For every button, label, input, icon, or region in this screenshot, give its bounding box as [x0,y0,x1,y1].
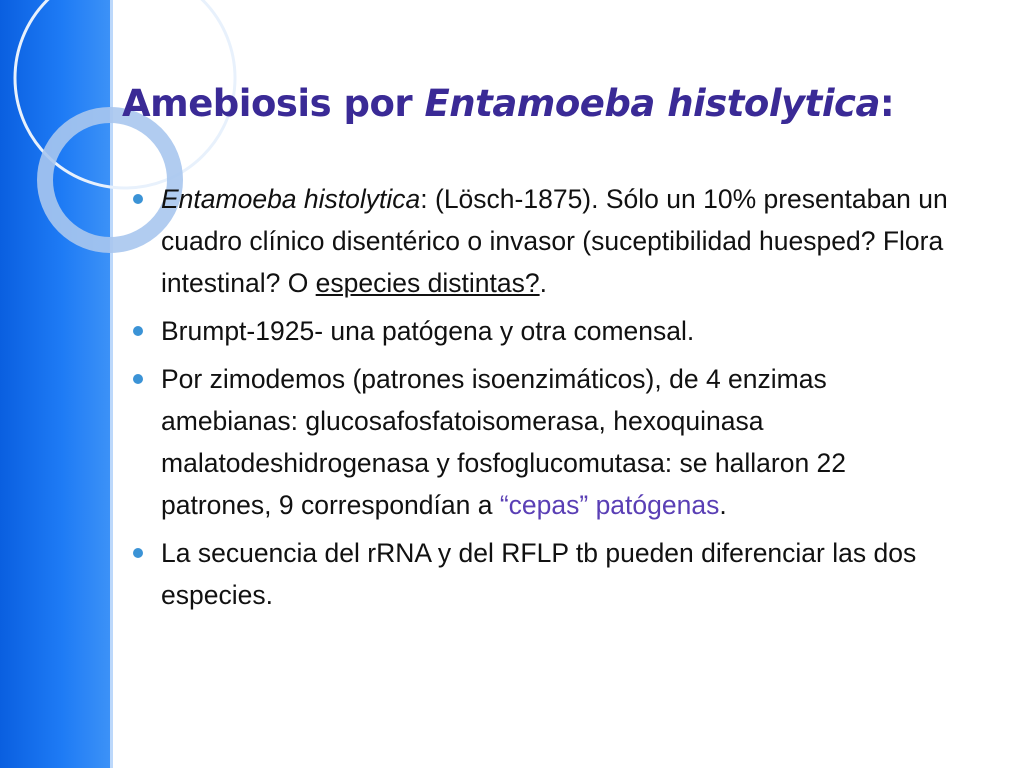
bullet-text: La secuencia del rRNA y del RFLP tb pueden diferenciar las dos especies. [161,538,917,610]
bullet-accent: “cepas” patógenas [499,490,720,520]
title-colon: : [879,82,895,125]
bullet-item [133,532,953,616]
bullet-underlined: especies distintas? [315,268,540,298]
bullet-icon [133,326,143,336]
bullet-icon [133,194,143,204]
title-species: Entamoeba histolytica [424,82,880,125]
bullet-icon [133,548,143,558]
bullet-text: Brumpt-1925- una patógena y otra comensal. [161,316,695,346]
bullet-italic: Entamoeba histolytica [161,184,421,214]
bullet-item [133,358,953,526]
bullet-icon [133,374,143,384]
bullet-text: : (Lösch-1875). Sólo un 10% presentaban un cuadro clínico disentérico o invasor (suceptibilidad huesped? Flora intestinal? O [161,184,948,298]
bullet-text: Por zimodemos (patrones isoenzimáticos), de 4 enzimas amebianas: glucosafosfatoisomerasa, hexoquinasa malatodeshidrogenasa y fosfoglucomutasa: se hallaron 22 patrones, 9 correspondían a [161,364,847,520]
bullet-item [133,178,953,304]
bullet-list [133,178,953,622]
title-plain: Amebiosis por [122,82,425,125]
bullet-end: . [719,490,727,520]
bullet-item [133,310,953,352]
bullet-end: . [539,268,547,298]
page-title [122,82,894,125]
